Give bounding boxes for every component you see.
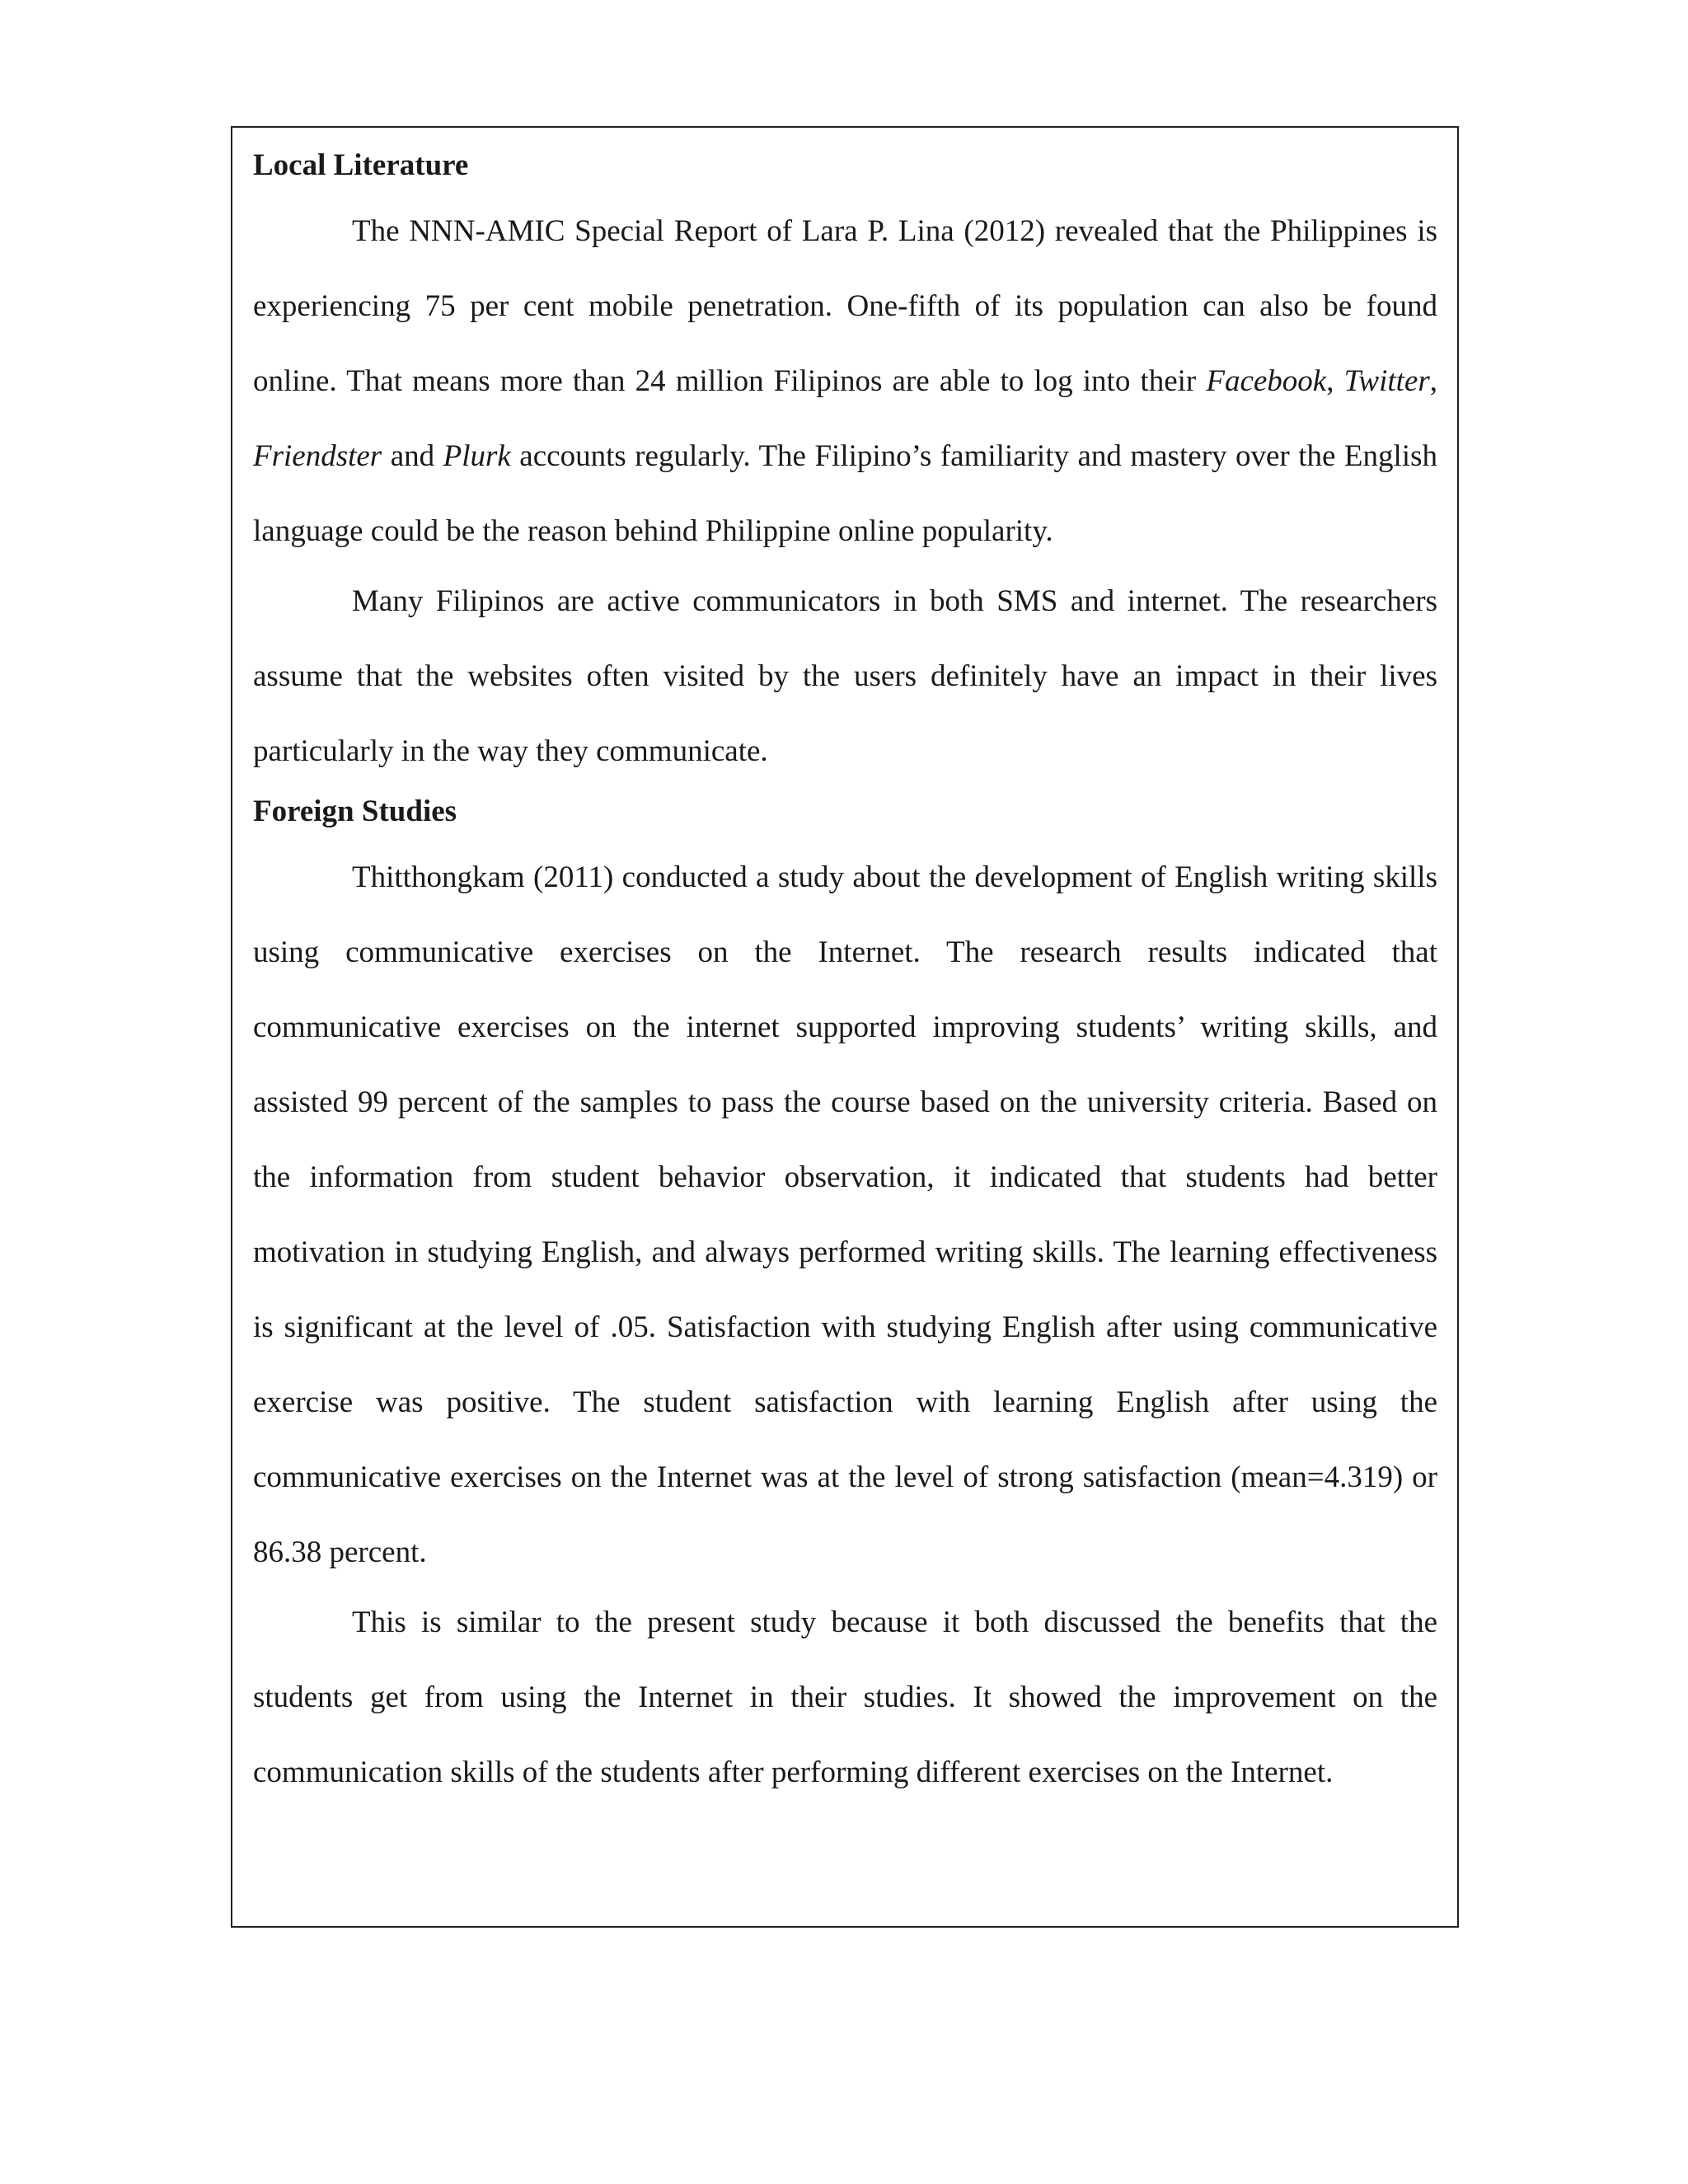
paragraph-local-literature-2: Many Filipinos are active communicators in both SMS and internet. The researchers assume that the websites often visited by the users definitely have an impact in their lives particularly in the way they communicate. <box>253 584 1437 768</box>
site-name-plurk: Plurk <box>443 439 511 473</box>
site-name-facebook: Facebook <box>1206 364 1327 398</box>
site-name-twitter: Twitter <box>1343 364 1430 398</box>
site-name-friendster: Friendster <box>253 439 382 473</box>
separator: and <box>382 439 443 473</box>
content-frame <box>231 126 1459 1928</box>
paragraph-local-literature-1 <box>253 194 1437 569</box>
paragraph-text: The NNN-AMIC Special Report of Lara P. Lina (2012) revealed that the Philippines is experiencing 75 per cent mobile penetration. One-fifth of its population can also be found online. That means more than 24 million Filipinos are able to log into their <box>253 214 1437 398</box>
paragraph-foreign-studies-1: Thitthongkam (2011) conducted a study about the development of English writing skills using communicative exercises on the Internet. The research results indicated that communicative exercises on the internet supported improving students’ writing skills, and assisted 99 percent of the samples to pass the course based on the university criteria. Based on the information from student behavior observation, it indicated that students had better motivation in studying English, and always performed writing skills. The learning effectiveness is significant at the level of .05. Satisfaction with studying English after using communicative exercise was positive. The student satisfaction with learning English after using the communicative exercises on the Internet was at the level of strong satisfaction (mean=4.319) or 86.38 percent. <box>253 860 1437 1569</box>
section-heading-foreign-studies: Foreign Studies <box>253 794 457 828</box>
section-heading-local-literature: Local Literature <box>253 148 469 182</box>
paragraph-text: accounts regularly. The Filipino’s familiarity and mastery over the English language could be the reason behind Philippine online popularity. <box>253 439 1437 548</box>
separator: , <box>1429 364 1437 398</box>
separator: , <box>1326 364 1344 398</box>
paragraph-foreign-studies-2: This is similar to the present study because it both discussed the benefits that the students get from using the Internet in their studies. It showed the improvement on the communication skills of the students after performing different exercises on the Internet. <box>253 1605 1437 1789</box>
